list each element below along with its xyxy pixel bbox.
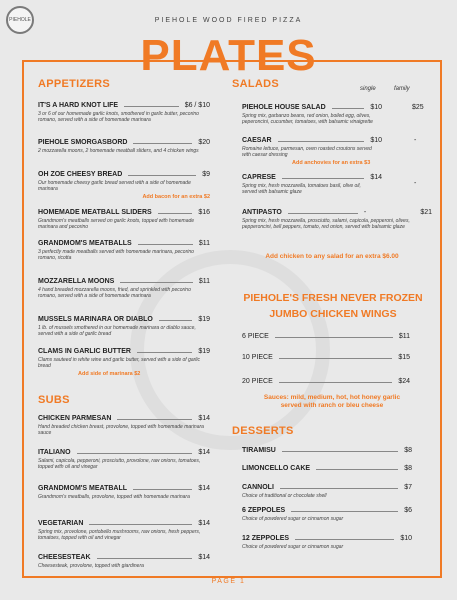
leader-line bbox=[291, 511, 398, 512]
item-name: GRANDMOM'S MEATBALLS bbox=[38, 240, 132, 247]
menu-item bbox=[38, 449, 210, 470]
item-price: $14 bbox=[198, 554, 210, 561]
wings-heading-line1: PIEHOLE'S FRESH NEVER FROZEN bbox=[243, 292, 423, 304]
menu-item bbox=[38, 554, 210, 569]
item-price-family: - bbox=[414, 180, 417, 187]
item-description: Choice of traditional or chocolate shell bbox=[242, 493, 327, 499]
leader-line bbox=[278, 141, 365, 142]
menu-item bbox=[242, 507, 412, 522]
item-price: $8 bbox=[404, 447, 412, 454]
leader-line bbox=[316, 469, 398, 470]
item-price: $20 bbox=[198, 139, 210, 146]
menu-item bbox=[38, 415, 210, 436]
item-description: Hand breaded chicken breast, provolone, topped with homemade marinara sauce bbox=[38, 424, 204, 436]
desserts-heading: DESSERTS bbox=[232, 425, 294, 437]
item-description: Cheesesteak, provolone, topped with giardinera bbox=[38, 563, 144, 569]
item-name: MUSSELS MARINARA OR DIABLO bbox=[38, 316, 153, 323]
wings-note-line2: served with ranch or bleu cheese bbox=[280, 402, 384, 409]
item-name: GRANDMOM'S MEATBALL bbox=[38, 485, 128, 492]
menu-item bbox=[242, 209, 432, 230]
menu-item bbox=[242, 535, 412, 550]
menu-item bbox=[38, 348, 210, 377]
item-description: 2 mozzarella moons, 2 homemade meatball sliders, and 4 chicken wings bbox=[38, 148, 199, 154]
item-description: Spring mix, garbanzo beans, red onion, boiled egg, olives, peperoncini, cucumber, tomatoes, with balsamic vinaigrette bbox=[242, 113, 373, 125]
leader-line bbox=[97, 558, 193, 559]
leader-line bbox=[89, 524, 192, 525]
item-price: $14 bbox=[198, 449, 210, 456]
item-name: ITALIANO bbox=[38, 449, 71, 456]
leader-line bbox=[158, 213, 193, 214]
item-name: PIEHOLE SMORGASBORD bbox=[38, 139, 128, 146]
item-name: OH ZOE CHEESY BREAD bbox=[38, 171, 123, 178]
leader-line bbox=[332, 108, 365, 109]
item-description: Choice of powdered sugar or cinnamon sugar bbox=[242, 544, 344, 550]
leader-line bbox=[133, 143, 192, 144]
item-price-family: $21 bbox=[420, 209, 432, 216]
item-price: $14 bbox=[198, 520, 210, 527]
leader-line bbox=[275, 337, 393, 338]
page-title: PLATES bbox=[140, 31, 317, 80]
item-name: CANNOLI bbox=[242, 484, 274, 491]
appetizers-section bbox=[38, 78, 210, 398]
menu-item bbox=[242, 465, 412, 472]
menu-item bbox=[38, 240, 210, 261]
desserts-section bbox=[232, 425, 412, 565]
item-name: 20 PIECE bbox=[242, 378, 273, 385]
logo-mark: PIEHOLE bbox=[9, 16, 31, 23]
item-price-single: - bbox=[363, 209, 367, 216]
item-price: $11 bbox=[198, 278, 210, 285]
item-description: 4 hand breaded mozzarella moons, fried, and sprinkled with pecorino romano, served with a side of homemade marinara bbox=[38, 287, 191, 299]
item-price-single: $10 bbox=[370, 137, 382, 144]
item-description: Spring mix, fresh mozzarella, tomatoes basil, olive oil, served with balsamic glaze bbox=[242, 183, 361, 195]
col-single-header: single bbox=[360, 86, 376, 92]
item-price: $15 bbox=[398, 354, 410, 361]
item-name: MOZZARELLA MOONS bbox=[38, 278, 115, 285]
menu-item bbox=[242, 174, 432, 195]
item-price-single: $10 bbox=[370, 104, 382, 111]
item-price: $7 bbox=[404, 484, 412, 491]
item-description: Salami, capicola, pepperoni, prosciutto, provolone, raw onions, tomatoes, topped with oil and vinegar bbox=[38, 458, 201, 470]
wings-sauce-note bbox=[232, 394, 432, 410]
item-addon: Add bacon for an extra $2 bbox=[142, 194, 210, 200]
restaurant-name: PIEHOLE WOOD FIRED PIZZA bbox=[154, 17, 303, 24]
item-name: LIMONCELLO CAKE bbox=[242, 465, 311, 472]
item-price: $24 bbox=[398, 378, 410, 385]
leader-line bbox=[295, 539, 394, 540]
wings-heading bbox=[228, 290, 438, 322]
item-price: $9 bbox=[202, 171, 210, 178]
menu-item bbox=[38, 485, 210, 500]
item-name: 6 ZEPPOLES bbox=[242, 507, 286, 514]
salad-chicken-note: Add chicken to any salad for an extra $6.00 bbox=[265, 253, 399, 260]
leader-line bbox=[138, 244, 193, 245]
menu-item bbox=[38, 171, 210, 200]
leader-line bbox=[279, 358, 393, 359]
leader-line bbox=[159, 320, 192, 321]
menu-item bbox=[38, 209, 210, 230]
item-description: Choice of powdered sugar or cinnamon sugar bbox=[242, 516, 344, 522]
menu-item bbox=[242, 447, 412, 454]
menu-item bbox=[242, 137, 432, 166]
menu-item bbox=[242, 354, 410, 361]
item-name: CHEESESTEAK bbox=[38, 554, 91, 561]
leader-line bbox=[133, 489, 192, 490]
menu-item bbox=[38, 520, 210, 541]
item-name: 10 PIECE bbox=[242, 354, 273, 361]
item-price: $6 bbox=[404, 507, 412, 514]
page-number: PAGE 1 bbox=[211, 578, 246, 585]
leader-line bbox=[288, 213, 358, 214]
salads-section bbox=[232, 78, 432, 278]
item-description: 3 or 6 of our homemade garlic knots, smothered in garlic butter, pecorino romano, served with a side of homemade marinara bbox=[38, 111, 199, 123]
menu-item bbox=[38, 102, 210, 123]
item-name: PIEHOLE HOUSE SALAD bbox=[242, 104, 326, 111]
item-name: ANTIPASTO bbox=[242, 209, 282, 216]
menu-item bbox=[242, 378, 410, 385]
item-description: Grandmom's meatballs served on garlic knots, topped with homemade marinara and pecorino bbox=[38, 218, 195, 230]
item-name: CHICKEN PARMESAN bbox=[38, 415, 112, 422]
item-name: CLAMS IN GARLIC BUTTER bbox=[38, 348, 131, 355]
wings-note-line1: Sauces: mild, medium, hot, hot honey garlic bbox=[263, 394, 401, 401]
item-price-single: $14 bbox=[370, 174, 382, 181]
subs-section bbox=[38, 394, 210, 574]
item-description: Grandmom's meatballs, provolone, topped with homemade marinara bbox=[38, 494, 190, 500]
item-price: $14 bbox=[198, 415, 210, 422]
leader-line bbox=[124, 106, 179, 107]
item-price: $11 bbox=[198, 240, 210, 247]
item-description: 3 perfectly made meatballs served with homemade marinara, pecorino romano, ricotta bbox=[38, 249, 194, 261]
item-description: Romaine lettuce, parmesan, oven roasted croutons served with caesar dressing bbox=[242, 146, 372, 158]
item-description: 1 lb. of mussels smothered in our homemade marinara or diablo sauce, served with a side of garlic bread bbox=[38, 325, 196, 337]
item-price: $19 bbox=[198, 316, 210, 323]
leader-line bbox=[117, 419, 192, 420]
salads-heading: SALADS bbox=[232, 78, 280, 90]
item-price: $8 bbox=[404, 465, 412, 472]
leader-line bbox=[282, 178, 364, 179]
leader-line bbox=[128, 175, 196, 176]
item-price-family: $25 bbox=[412, 104, 424, 111]
item-name: IT'S A HARD KNOT LIFE bbox=[38, 102, 119, 109]
leader-line bbox=[279, 382, 393, 383]
item-price: $16 bbox=[198, 209, 210, 216]
item-description: Spring mix, provolone, portobello mushrooms, raw onions, fresh peppers, tomatoes, topped with oil and vinegar bbox=[38, 529, 201, 541]
menu-item bbox=[38, 139, 210, 154]
appetizers-heading: APPETIZERS bbox=[38, 78, 111, 90]
item-description: Spring mix, fresh mozzarella, prosciutto, salami, capicola, pepperoni, olives, pepperoncini, bell peppers, tomato, red onion, served with balsamic glaze bbox=[242, 218, 410, 230]
item-price: $11 bbox=[398, 333, 410, 340]
menu-item bbox=[242, 104, 432, 125]
item-price: $10 bbox=[400, 535, 412, 542]
leader-line bbox=[282, 451, 398, 452]
wings-section bbox=[242, 333, 410, 393]
leader-line bbox=[120, 282, 192, 283]
col-family-header: family bbox=[394, 86, 410, 92]
item-description: Our homemade cheesy garlic bread served with a side of homemade marinara bbox=[38, 180, 191, 192]
item-name: TIRAMISU bbox=[242, 447, 276, 454]
item-name: VEGETARIAN bbox=[38, 520, 84, 527]
item-name: HOMEMADE MEATBALL SLIDERS bbox=[38, 209, 152, 216]
leader-line bbox=[137, 352, 192, 353]
menu-item bbox=[38, 278, 210, 299]
item-name: 6 PIECE bbox=[242, 333, 269, 340]
item-description: Clams sauteed in white wine and garlic butter, served with a side of garlic bread bbox=[38, 357, 201, 369]
item-price: $14 bbox=[198, 485, 210, 492]
item-name: CAESAR bbox=[242, 137, 272, 144]
menu-item bbox=[38, 316, 210, 337]
subs-heading: SUBS bbox=[38, 394, 70, 406]
leader-line bbox=[280, 488, 398, 489]
item-price: $19 bbox=[198, 348, 210, 355]
item-price-family: - bbox=[414, 137, 417, 144]
menu-item bbox=[242, 333, 410, 340]
menu-item bbox=[242, 484, 412, 499]
item-addon: Add side of marinara $2 bbox=[78, 371, 141, 377]
item-price: $6 / $10 bbox=[184, 102, 210, 109]
item-name: 12 ZEPPOLES bbox=[242, 535, 290, 542]
item-name: CAPRESE bbox=[242, 174, 276, 181]
leader-line bbox=[77, 453, 193, 454]
wings-heading-line2: JUMBO CHICKEN WINGS bbox=[269, 308, 397, 320]
item-addon: Add anchovies for an extra $3 bbox=[292, 160, 371, 166]
